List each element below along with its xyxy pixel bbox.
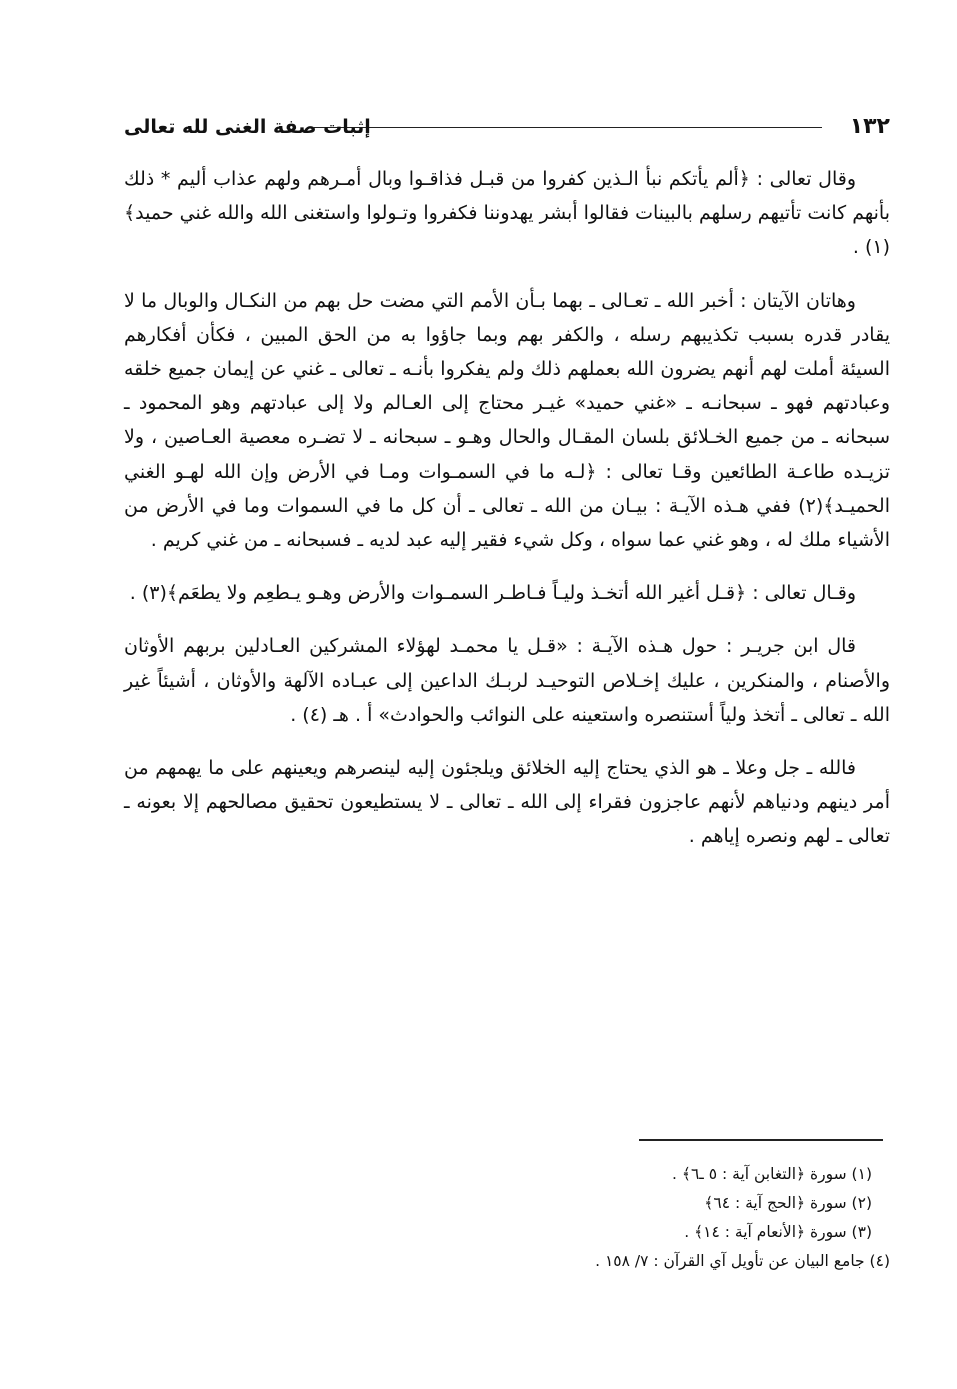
paragraph-1: وقال تعالى : ﴿ألم يأتكم نبأ الـذين كفروا من قبـل فذاقـوا وبال أمـرهم ولهم عذاب أليم * ذلك بأنهم كانت تأتيهم رسلهم بالبينات فقالوا أبشر يهدوننا فكفروا وتـولوا واستغنى الله والله غني حميد﴾(١) .: [124, 168, 890, 259]
page-header: [124, 112, 890, 146]
footnote-1: (١) سورة ﴿التغابن آية : ٥ ـ٦﴾ .: [672, 1165, 872, 1183]
paragraph-2: وهاتان الآيتان : أخبر الله ـ تعـالى ـ بهما بـأن الأمم التي مضت حل بهم من النكـال والوبال ما لا يقادر قدره بسبب تكذيبهم رسله ، والكفر بهم وبما جاؤوا به من الحق المبين ، فكأن أفكارهم السيئة أملت لهم أنهم يضرون الله بعملهم ذلك ولم يفكروا بأنـه ـ تعالى ـ غني عن إيمان جميع خلقه وعبادتهم فهو ـ سبحانـه ـ «غني حميد» غيـر محتاج إلى العـالم ولا إلى عبادتهم وهو المحمود ـ سبحانه ـ من جميع الخـلائق بلسان المقـال والحال وهـو ـ سبحانه ـ لا تضـره معصية العـاصين ، ولا تزيـده طاعـة الطائعين وقـا تعالى : ﴿لـه ما في السمـوات ومـا في الأرض وإن الله لهـو الغني الحميـد﴾(٢) ففي هـذه الآيـة : بيـان من الله ـ تعالى ـ أن كل ما في السموات وما في الأرض من الأشياء ملك له ، وهو غني عما سواه ، وكل شيء فقير إليه عبد لديه ـ فسبحانه ـ من غني كريم .: [124, 289, 890, 552]
body-text: [124, 162, 890, 854]
footnotes: [300, 1160, 890, 1276]
header-rule: [314, 127, 822, 128]
running-title: إثبات صفة الغنى لله تعالى: [124, 116, 371, 138]
paragraph-4: قال ابن جريـر : حول هـذه الآيـة : «قـل يا محمـد لهؤلاء المشركين العـادلين بربهم الأوثان والأصنام ، والمنكرين ، عليك إخـلاص التوحيـد لربـك الداعين إلى عبـاده الآلهة والأوثان ، أشيئاً غير الله ـ تعالى ـ أتخذ ولياً أستنصره واستعينه على النوائب والحوادث» أ . هـ (٤) .: [124, 635, 890, 726]
footnote-separator: [639, 1139, 883, 1141]
page-number: ١٣٢: [849, 114, 890, 139]
footnote-4: (٤) جامع البيان عن تأويل آي القرآن : ٧/ ١٥٨ .: [595, 1252, 890, 1270]
footnote-3: (٣) سورة ﴿الأنعام آية : ١٤﴾ .: [684, 1223, 872, 1241]
footnote-2: (٢) سورة ﴿الحج آية : ٦٤﴾: [704, 1194, 872, 1212]
paragraph-3: وقـال تعالى : ﴿قـل أغير الله أتخـذ وليـاً فـاطـر السمـوات والأرض وهـو يـطعِم ولا يطعَم﴾(٣) .: [129, 582, 856, 605]
paragraph-5: فالله ـ جل وعلا ـ هو الذي يحتاج إليه الخلائق ويلجئون إليه لينصرهم ويعينهم على ما يهمهم من أمر دينهم ودنياهم لأنهم عاجزون فقراء إلى الله ـ تعالى ـ لا يستطيعون تحقيق مصالحهم إلا بعونه ـ تعالى ـ لهم ونصره إياهم .: [124, 757, 890, 848]
